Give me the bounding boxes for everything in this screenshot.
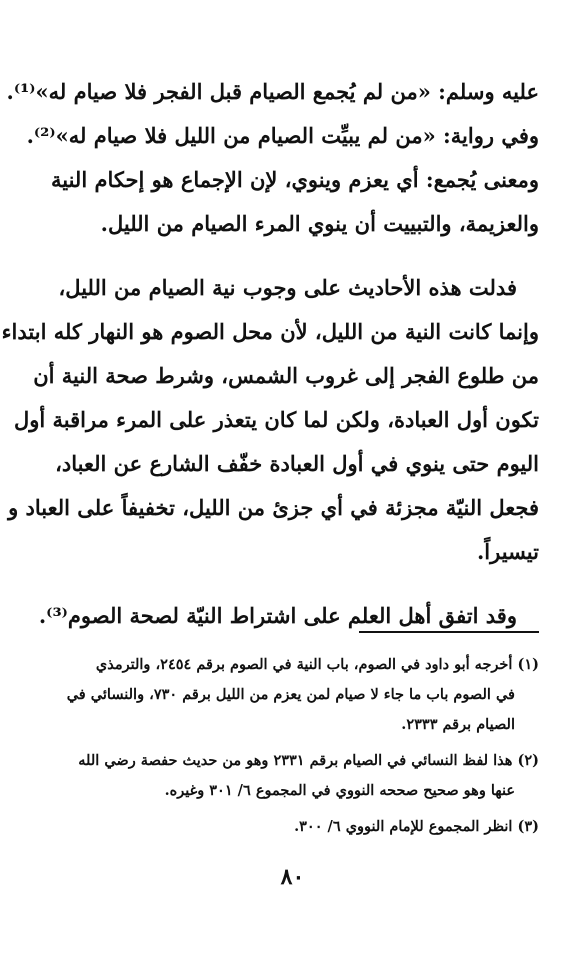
text-line: تكون أول العبادة، ولكن لما كان يتعذر على المرء مراقبة أول xyxy=(14,407,539,432)
footnote-line: عنها وهو صحيح صححه النووي في المجموع ٦/ ٣٠١ وغيره. xyxy=(164,782,515,799)
paragraph-hadith xyxy=(6,70,539,246)
page-number: ٨٠ xyxy=(280,864,305,890)
footnote-line: (١) أخرجه أبو داود في الصوم، باب النية في الصوم برقم ٢٤٥٤، والترمذي xyxy=(95,656,539,673)
text-line: فجعل النيّة مجزئة في أي جزئ من الليل، تخفيفاً على العباد و xyxy=(8,495,539,520)
text-line: عليه وسلم: «من لم يُجمع الصيام قبل الفجر فلا صيام له»⁽¹⁾. xyxy=(6,79,539,104)
text-line: ومعنى يُجمع: أي يعزم وينوي، لإن الإجماع هو إحكام النية xyxy=(50,167,539,192)
text-line: اليوم حتى ينوي في أول العبادة خفّف الشارع عن العباد، xyxy=(55,451,539,476)
footnote-3 xyxy=(42,812,539,842)
text-line: فدلت هذه الأحاديث على وجوب نية الصيام من الليل، xyxy=(58,275,517,300)
footnote-divider xyxy=(359,631,539,633)
text-line: تيسيراً. xyxy=(477,539,539,564)
paragraph-explanation xyxy=(1,266,539,574)
footnote-line: في الصوم باب ما جاء لا صيام لمن يعزم من الليل برقم ٧٣٠، والنسائي في xyxy=(66,686,515,703)
text-line: وقد اتفق أهل العلم على اشتراط النيّة لصحة الصوم⁽³⁾. xyxy=(38,603,517,628)
main-text xyxy=(1,70,539,638)
footnote-1 xyxy=(42,650,539,740)
footnotes xyxy=(42,650,539,842)
text-line: والعزيمة، والتبييت أن ينوي المرء الصيام من الليل. xyxy=(100,211,539,236)
text-line: وفي رواية: «من لم يبيِّت الصيام من الليل فلا صيام له»⁽²⁾. xyxy=(26,123,539,148)
footnote-line: (٣) انظر المجموع للإمام النووي ٦/ ٣٠٠. xyxy=(294,818,539,835)
footnote-line: (٢) هذا لفظ النسائي في الصيام برقم ٢٣٣١ وهو من حديث حفصة رضي الله xyxy=(78,752,539,769)
footnote-line: الصيام برقم ٢٣٣٣. xyxy=(401,716,515,733)
text-line: وإنما كانت النية من الليل، لأن محل الصوم هو النهار كله ابتداء xyxy=(1,319,539,344)
text-line: من طلوع الفجر إلى غروب الشمس، وشرط صحة النية أن xyxy=(33,363,539,388)
footnote-2 xyxy=(42,746,539,806)
